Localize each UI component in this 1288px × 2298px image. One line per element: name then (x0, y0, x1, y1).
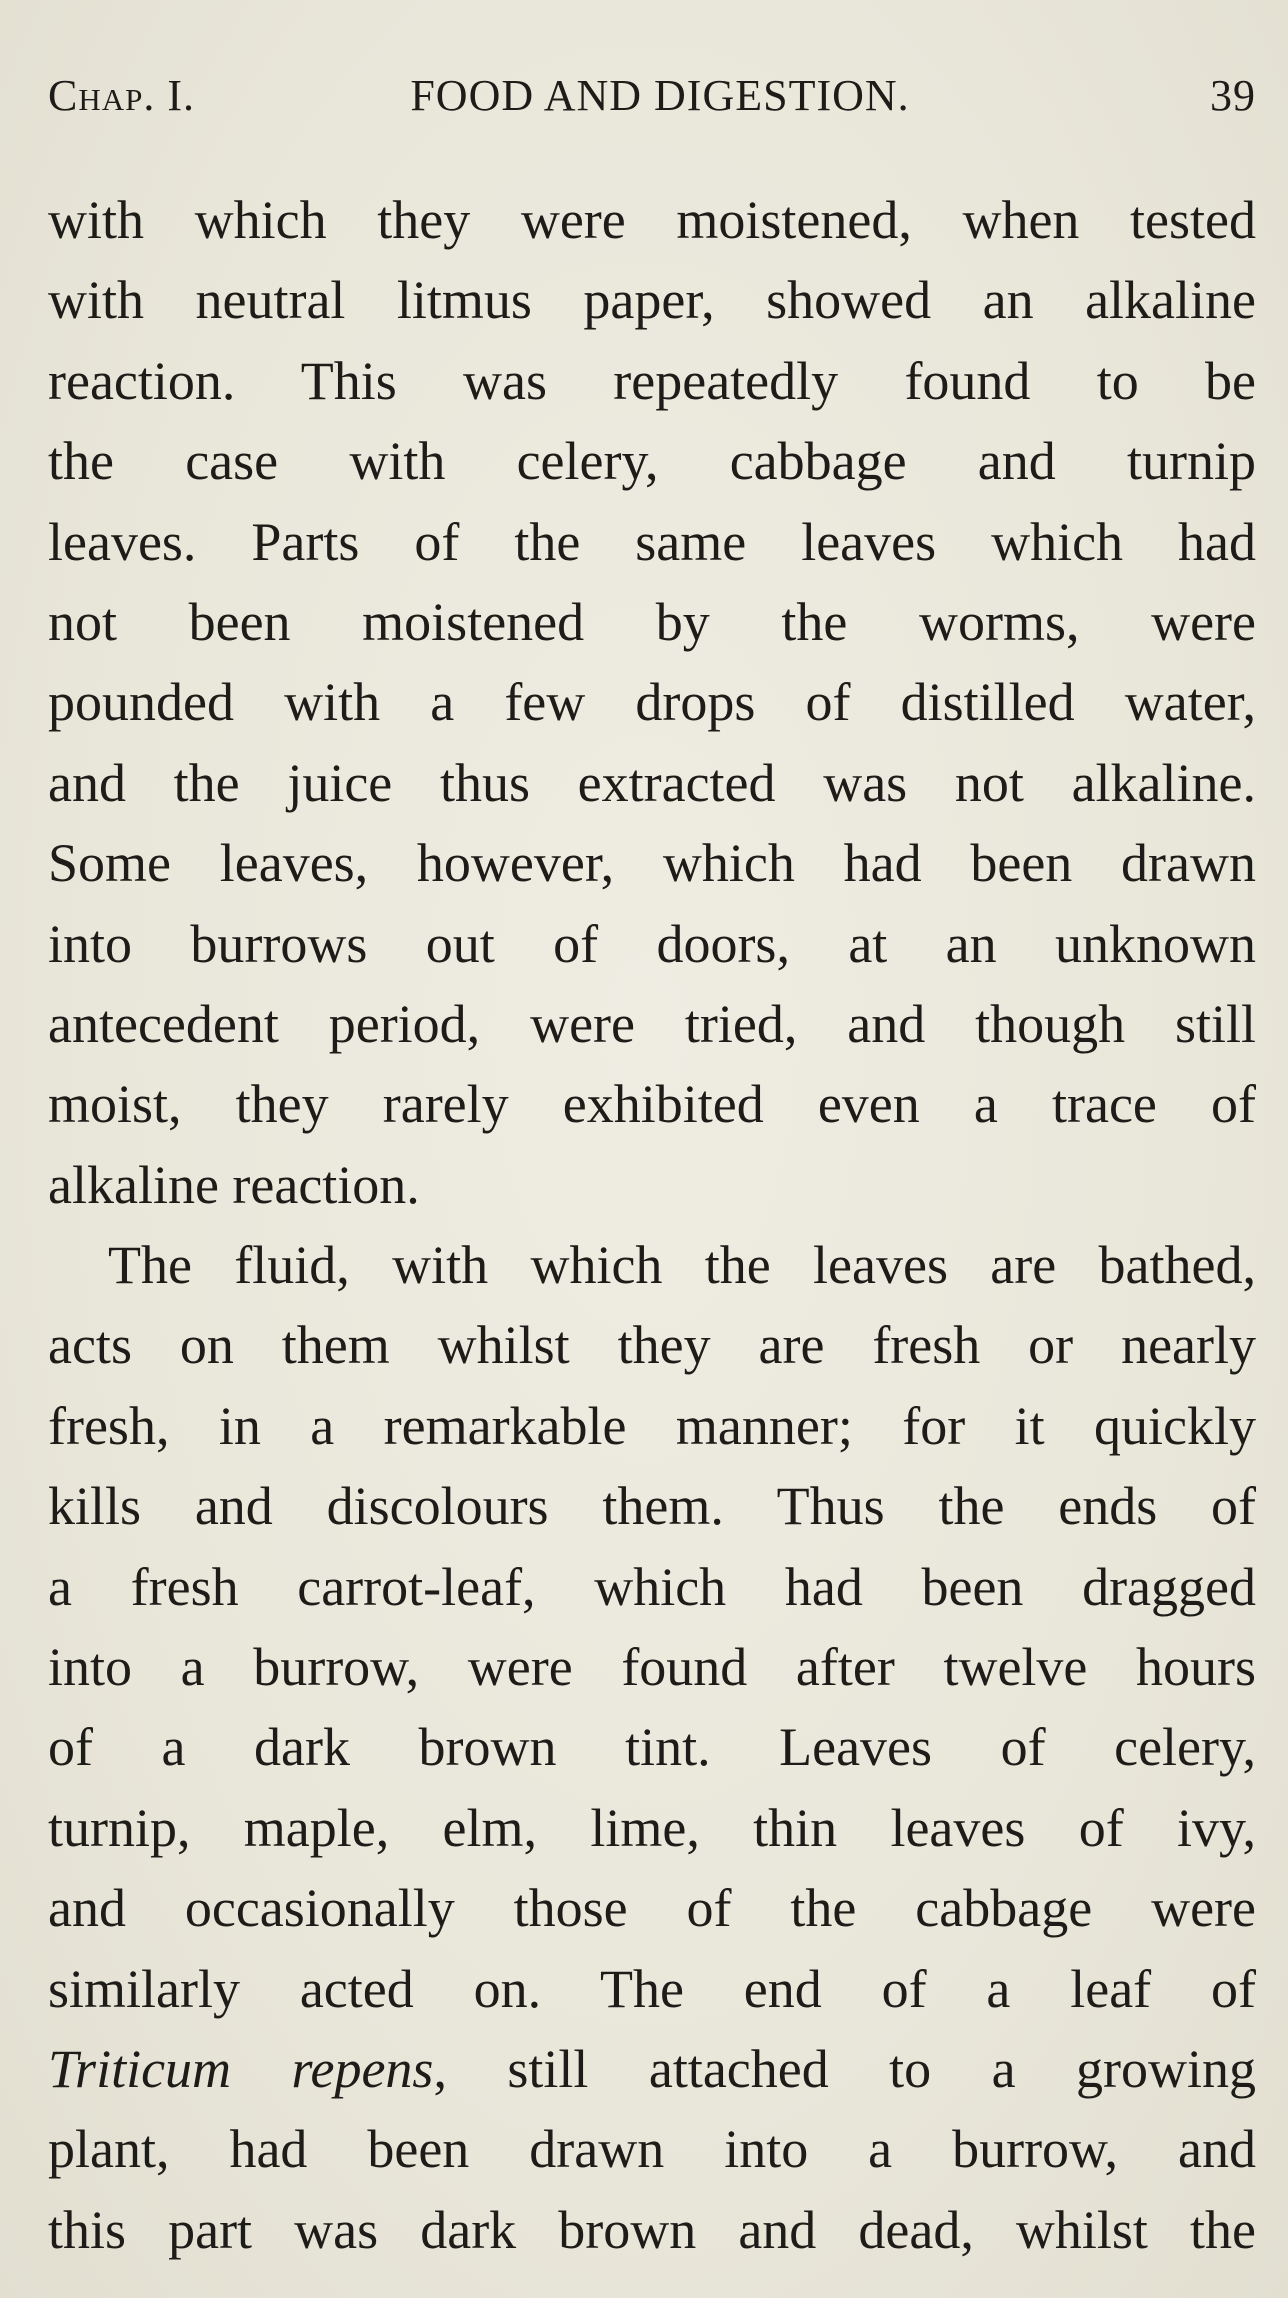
chapter-label: Chap. I. (48, 71, 196, 120)
text-line: this part was dark brown and dead, whilst the (48, 2199, 1256, 2260)
text-line: reaction. This was repeatedly found to be (48, 350, 1256, 411)
text-line: acts on them whilst they are fresh or nearly (48, 1315, 1256, 1376)
text-line: plant, had been drawn into a burrow, and (48, 2119, 1256, 2180)
text-line: kills and discolours them. Thus the ends of (48, 1476, 1256, 1537)
text-line: into burrows out of doors, at an unknown (48, 913, 1256, 974)
body-text (48, 180, 1256, 2270)
text-line: into a burrow, were found after twelve hours (48, 1637, 1256, 1698)
text-line: a fresh carrot-leaf, which had been dragged (48, 1556, 1256, 1617)
text-line: and occasionally those of the cabbage were (48, 1878, 1256, 1939)
species-name: Triticum repens (48, 2038, 434, 2099)
paragraph-start-line: The fluid, with which the leaves are bathed, (108, 1235, 1256, 1296)
running-title: FOOD AND DIGESTION. (410, 71, 910, 120)
text-line: with neutral litmus paper, showed an alkaline (48, 270, 1256, 331)
text-line: Some leaves, however, which had been drawn (48, 833, 1256, 894)
text-line: antecedent period, were tried, and though still (48, 993, 1256, 1054)
text-line: of a dark brown tint. Leaves of celery, (48, 1717, 1256, 1778)
text-line: turnip, maple, elm, lime, thin leaves of ivy, (48, 1797, 1256, 1858)
paragraph-end-line: alkaline reaction. (48, 1154, 420, 1215)
text-line: the case with celery, cabbage and turnip (48, 431, 1256, 492)
text-line-with-italic (48, 2029, 1256, 2109)
page-number: 39 (1210, 71, 1256, 120)
running-header (48, 66, 1256, 126)
text-line: with which they were moistened, when tested (48, 190, 1256, 250)
text-line: fresh, in a remarkable manner; for it quickly (48, 1395, 1256, 1456)
text-line: leaves. Parts of the same leaves which had (48, 511, 1256, 572)
text-line: moist, they rarely exhibited even a trace of (48, 1074, 1256, 1135)
text-line: pounded with a few drops of distilled water, (48, 672, 1256, 733)
text-line-rest: , still attached to a growing (433, 2038, 1256, 2099)
text-line: similarly acted on. The end of a leaf of (48, 1958, 1256, 2019)
text-line: and the juice thus extracted was not alkaline. (48, 752, 1256, 813)
text-line: not been moistened by the worms, were (48, 591, 1256, 652)
